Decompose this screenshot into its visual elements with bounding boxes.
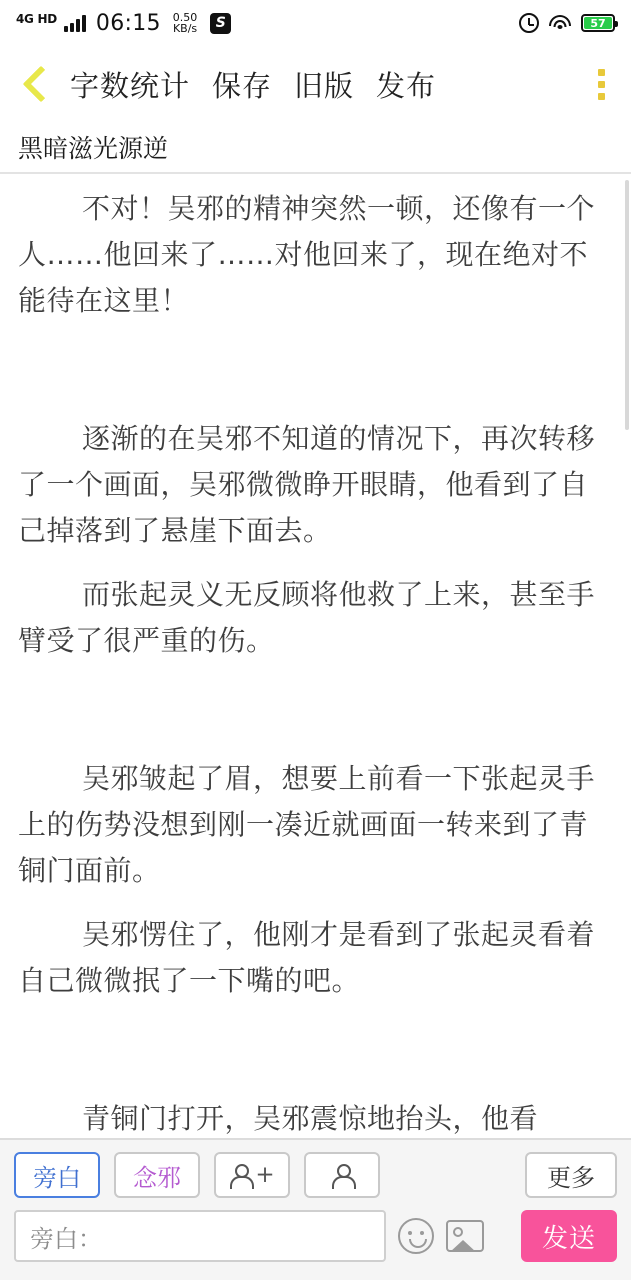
message-input-placeholder: 旁白： — [30, 1224, 102, 1253]
status-bar-left — [16, 11, 231, 36]
top-toolbar — [0, 46, 631, 122]
paragraph-spacer — [18, 1004, 613, 1096]
wifi-icon — [549, 15, 571, 32]
role-chip-narration[interactable]: 旁白 — [14, 1152, 100, 1198]
battery-percent: 57 — [584, 17, 612, 29]
back-icon[interactable] — [18, 67, 52, 101]
role-chip-character[interactable]: 念邪 — [114, 1152, 200, 1198]
toolbar-item-publish[interactable]: 发布 — [376, 68, 437, 103]
role-list-button[interactable] — [304, 1152, 380, 1198]
toolbar-item-word-count[interactable]: 字数统计 — [70, 68, 191, 103]
status-bar — [0, 0, 631, 46]
send-button[interactable]: 发送 — [521, 1210, 617, 1262]
bottom-panel — [0, 1138, 631, 1280]
alarm-icon — [519, 13, 539, 33]
paragraph-spacer — [18, 894, 613, 912]
message-input[interactable] — [14, 1210, 386, 1262]
add-role-button[interactable] — [214, 1152, 290, 1198]
scrollbar[interactable] — [625, 180, 629, 430]
toolbar-items — [70, 64, 436, 105]
toolbar-item-old-version[interactable]: 旧版 — [294, 68, 355, 103]
net-speed-value: 0.50 — [172, 11, 198, 24]
signal-icon — [64, 15, 86, 32]
paragraph: 而张起灵义无反顾将他救了上来，甚至手臂受了很严重的伤。 — [18, 578, 596, 657]
image-icon[interactable] — [446, 1220, 484, 1252]
paragraph-spacer — [18, 554, 613, 572]
paragraph: 不对！吴邪的精神突然一顿，还像有一个人……他回来了……对他回来了，现在绝对不能待在这里！ — [18, 192, 596, 317]
add-role-label: + — [255, 1161, 275, 1188]
page-title: 黑暗滋光源逆 — [0, 122, 631, 174]
emoji-icon[interactable] — [398, 1218, 434, 1254]
status-bar-right — [519, 13, 615, 33]
status-clock: 06:15 — [95, 10, 161, 36]
paragraph: 逐渐的在吴邪不知道的情况下，再次转移了一个画面，吴邪微微睁开眼睛，他看到了自己掉落到了悬崖下面去。 — [18, 422, 596, 547]
message-input-row — [14, 1210, 617, 1262]
paragraph: 吴邪皱起了眉，想要上前看一下张起灵手上的伤势没想到刚一凑近就画面一转来到了青铜门面前。 — [18, 762, 596, 887]
paragraph: 吴邪愣住了，他刚才是看到了张起灵看着自己微微抿了一下嘴的吧。 — [18, 918, 596, 997]
app-badge-icon: S — [210, 13, 231, 34]
network-type-label: 4G HD — [16, 11, 57, 26]
person-icon — [229, 1163, 251, 1187]
toolbar-item-save[interactable]: 保存 — [212, 68, 273, 103]
more-options-icon[interactable] — [594, 65, 609, 104]
paragraph-spacer — [18, 324, 613, 416]
more-button[interactable]: 更多 — [525, 1152, 617, 1198]
battery-icon — [581, 14, 615, 32]
net-speed-unit: KB/s — [172, 22, 198, 35]
net-speed — [173, 12, 198, 34]
paragraph: 青铜门打开，吴邪震惊地抬头，他看 — [82, 1102, 539, 1135]
role-chip-row — [14, 1152, 617, 1198]
person-icon — [331, 1163, 353, 1187]
paragraph-spacer — [18, 664, 613, 756]
editor-content[interactable] — [0, 174, 631, 1138]
